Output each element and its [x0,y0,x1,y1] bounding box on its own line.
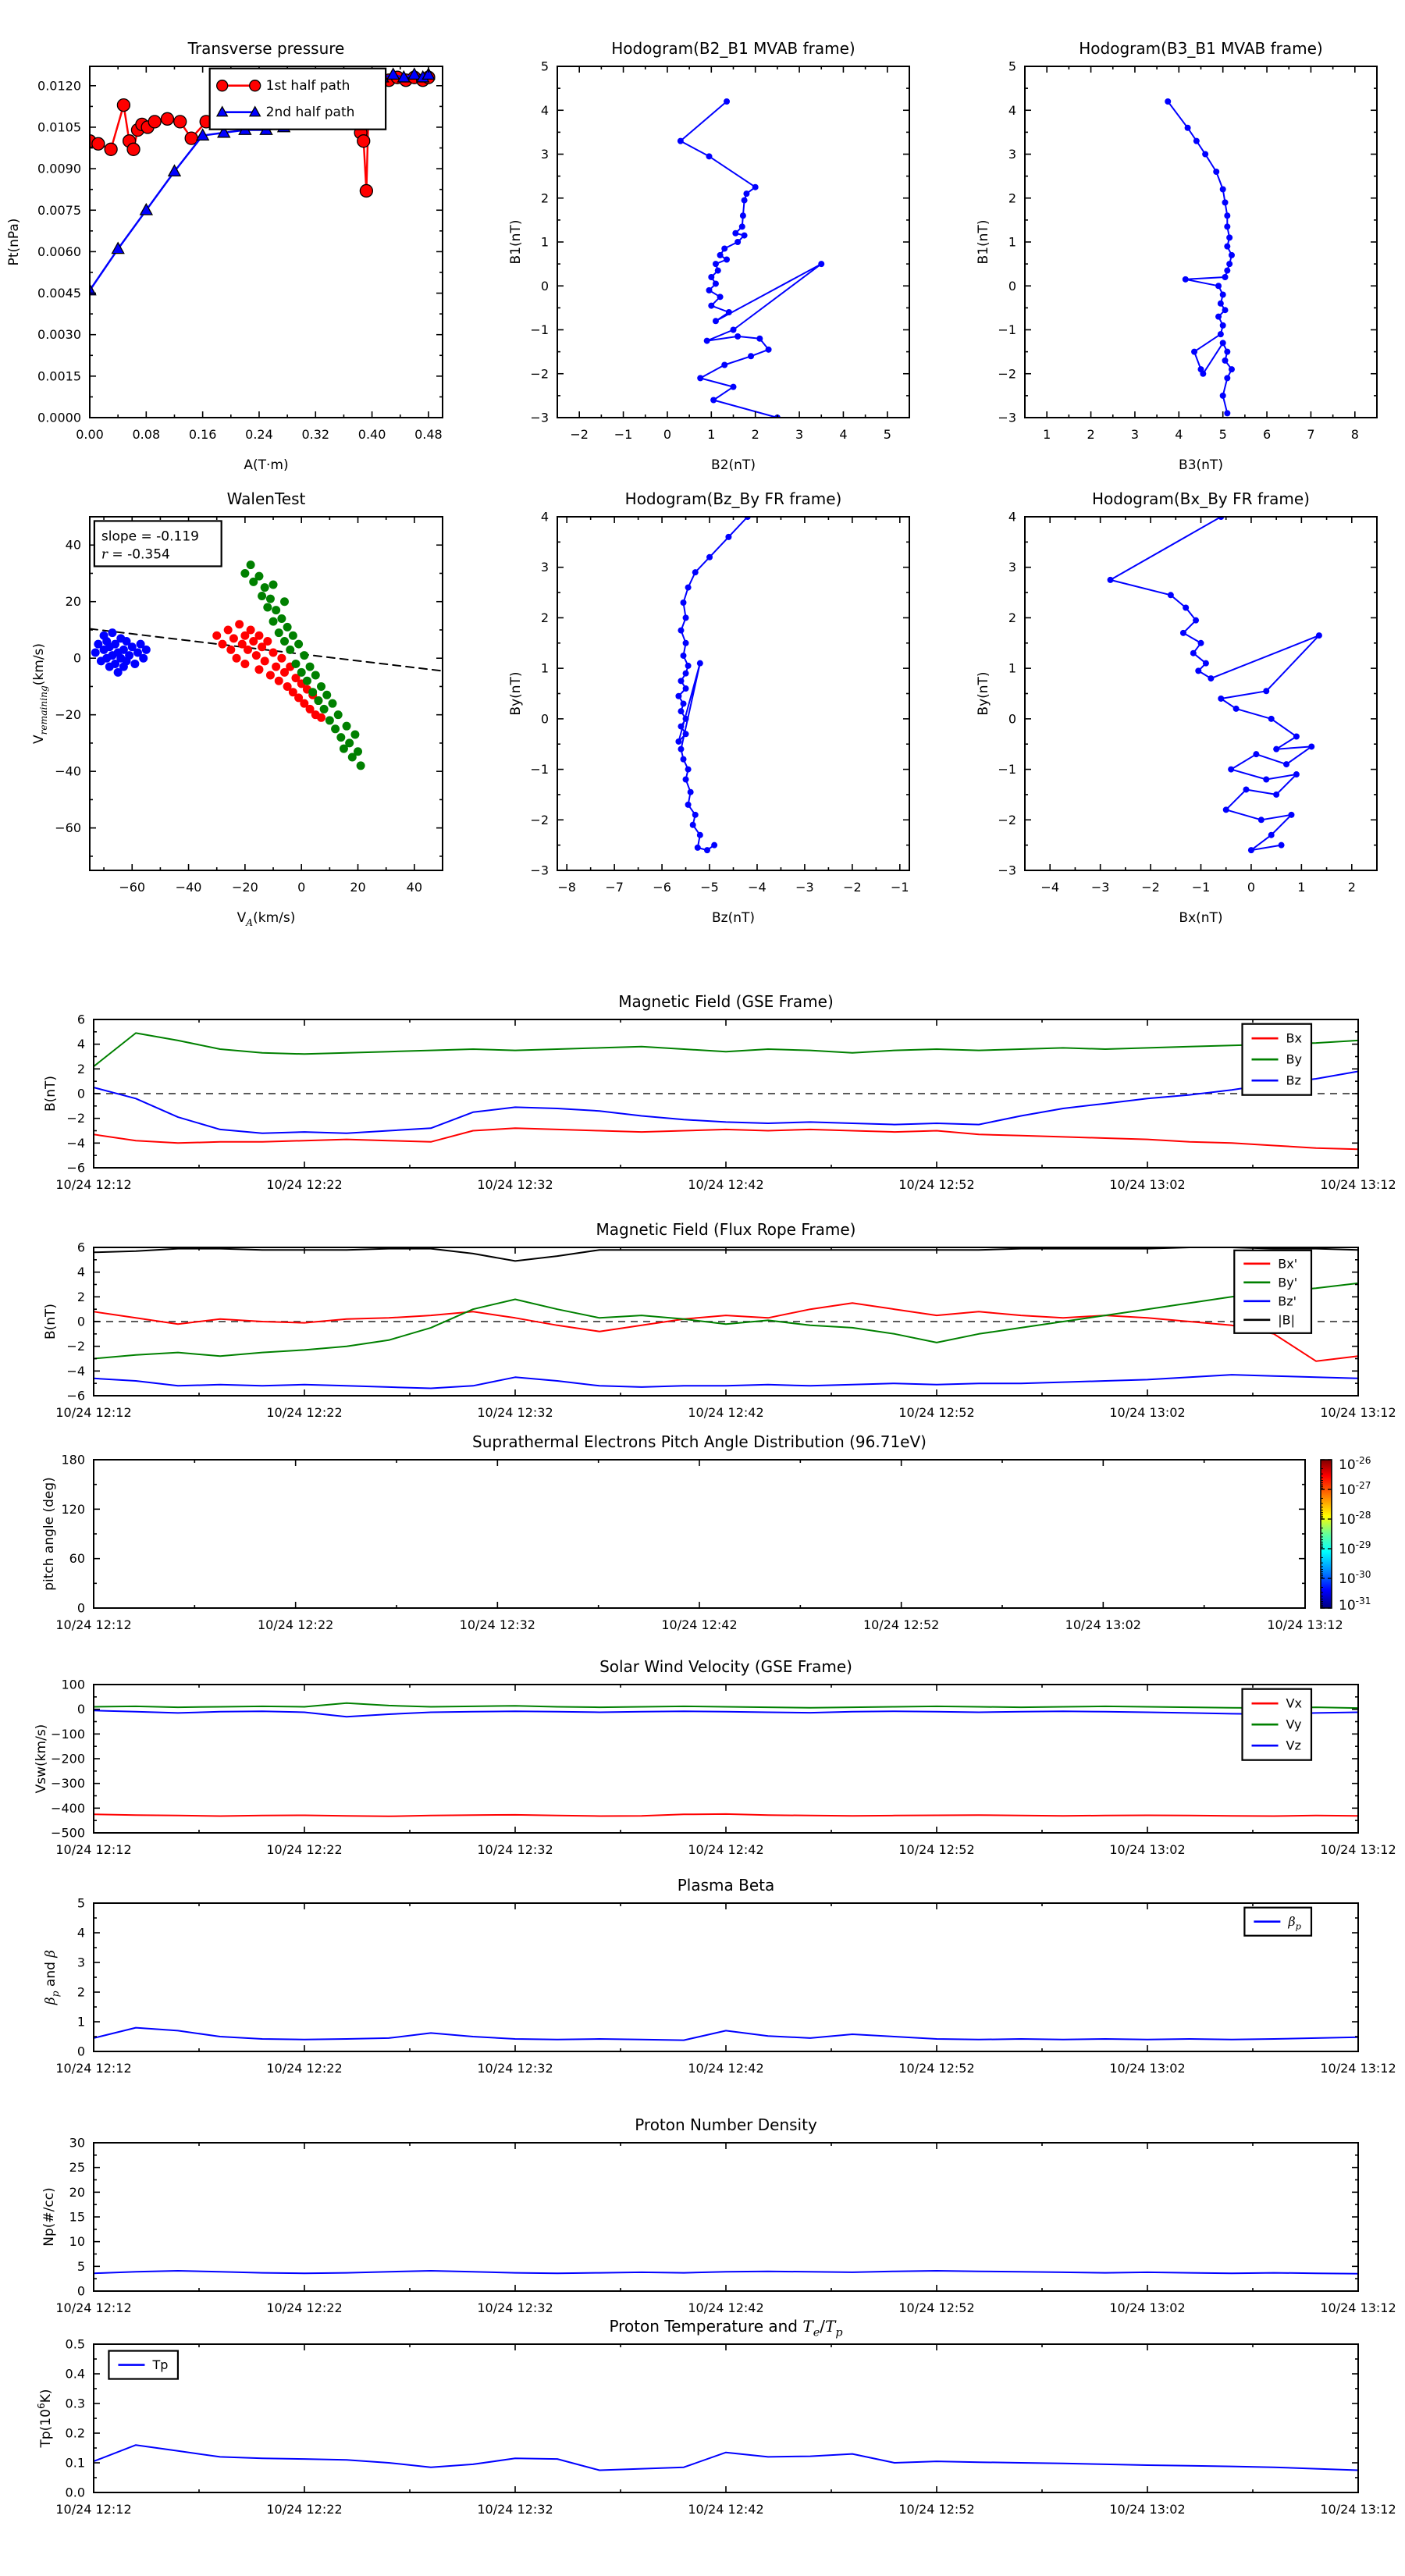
svg-text:0: 0 [540,711,549,727]
svg-text:1: 1 [707,427,716,442]
svg-text:|B|: |B| [1278,1312,1296,1328]
chart-title: Hodogram(Bx_By FR frame) [1091,489,1311,508]
plot-area [94,2445,1358,2470]
hodogram-bx-by-plot [976,489,1377,926]
svg-text:−2: −2 [66,1339,85,1354]
x-axis-label: B2(nT) [711,457,756,473]
svg-text:0.08: 0.08 [132,427,161,442]
svg-text:5: 5 [883,427,891,442]
svg-text:10/24 13:02: 10/24 13:02 [1109,2502,1186,2517]
chart-svg [908,462,1405,956]
svg-text:Bx: Bx [1286,1030,1302,1046]
svg-text:0.48: 0.48 [414,427,443,442]
svg-text:1: 1 [540,234,549,250]
svg-text:10/24 12:32: 10/24 12:32 [477,1842,553,1857]
svg-text:0: 0 [76,1086,85,1101]
svg-text:By': By' [1278,1275,1298,1290]
svg-text:0.0120: 0.0120 [37,78,81,94]
svg-text:−60: −60 [55,820,81,836]
svg-text:2: 2 [1008,190,1016,206]
svg-text:βp: $\beta_p$ [1288,1914,1302,1932]
svg-text:−40: −40 [175,880,202,895]
svg-text:10/24 13:12: 10/24 13:12 [1320,2061,1396,2076]
svg-text:Vy: Vy [1286,1717,1302,1732]
svg-text:10/24 12:42: 10/24 12:42 [688,1405,764,1420]
svg-text:10/24 12:32: 10/24 12:32 [477,2061,553,2076]
svg-text:−100: −100 [51,1726,85,1742]
svg-text:0.5: 0.5 [65,2336,85,2352]
svg-text:10/24 12:42: 10/24 12:42 [688,2502,764,2517]
plot-area [94,1247,1358,1389]
svg-text:10/24 13:12: 10/24 13:12 [1320,1405,1396,1420]
svg-text:−1: −1 [530,322,549,337]
svg-text:10/24 13:12: 10/24 13:12 [1320,1842,1396,1857]
svg-text:0.3: 0.3 [65,2396,85,2411]
svg-text:0.4: 0.4 [65,2366,85,2382]
plasma-beta-panel [43,1876,1396,2076]
svg-text:6: 6 [76,1240,85,1255]
svg-text:−2: −2 [530,366,549,382]
svg-text:1: 1 [1043,427,1051,442]
svg-text:120: 120 [61,1501,85,1517]
svg-text:slope = -0.119: slope = -0.119 [101,528,199,545]
svg-text:10/24 12:32: 10/24 12:32 [477,1177,553,1192]
svg-text:0.0045: 0.0045 [37,286,81,301]
svg-text:0.2: 0.2 [65,2425,85,2441]
svg-text:10/24 12:22: 10/24 12:22 [266,1842,343,1857]
legend [108,2351,177,2379]
legend [1244,1908,1311,1936]
proton-density-panel [41,2115,1396,2315]
solar-wind-velocity-panel [34,1657,1396,1857]
svg-text:−1: −1 [1191,880,1211,895]
svg-text:4: 4 [76,1037,85,1052]
svg-text:10/24 12:52: 10/24 12:52 [898,2061,975,2076]
svg-text:0: 0 [1008,711,1016,727]
svg-text:−3: −3 [530,410,549,425]
svg-text:0: 0 [540,278,549,294]
y-axis-label: Vsw(km/s) [34,1724,49,1794]
legend [1243,1689,1311,1760]
plot-area [678,98,824,421]
svg-text:−1: −1 [614,427,633,442]
svg-text:8: 8 [1350,427,1359,442]
svg-text:20: 20 [65,594,81,610]
y-axis-label: By(nT) [508,671,524,716]
svg-text:4: 4 [839,427,848,442]
plot-area [94,2271,1358,2274]
svg-text:4: 4 [1008,509,1016,525]
svg-text:10/24 12:42: 10/24 12:42 [661,1617,738,1632]
chart-title: Magnetic Field (GSE Frame) [618,992,834,1011]
svg-text:40: 40 [65,537,81,553]
svg-text:10/24 13:02: 10/24 13:02 [1065,1617,1141,1632]
svg-text:100: 100 [61,1677,85,1692]
svg-text:−3: −3 [998,863,1016,878]
svg-text:−60: −60 [119,880,146,895]
svg-text:0.1: 0.1 [65,2455,85,2471]
svg-text:0.0075: 0.0075 [37,202,81,218]
plot-area [94,1703,1358,1816]
legend [210,69,386,130]
svg-text:6: 6 [76,1012,85,1027]
svg-text:−20: −20 [231,880,258,895]
svg-text:10-30: $10^{-30}$ [1339,1569,1371,1587]
svg-text:10/24 12:52: 10/24 12:52 [898,2502,975,2517]
y-axis-label: pitch angle (deg) [41,1477,57,1591]
svg-text:r = -0.354: r = -0.354 [101,546,170,563]
svg-text:0.00: 0.00 [76,427,104,442]
plot-area [94,1030,1358,1149]
svg-text:180: 180 [61,1452,85,1468]
svg-text:10/24 12:52: 10/24 12:52 [863,1617,940,1632]
x-axis-label: $V_A(km/s)$ [237,910,296,928]
svg-text:10/24 13:12: 10/24 13:12 [1320,2502,1396,2517]
chart-title: Proton Temperature and $T_e/T_p$ [609,2317,843,2339]
svg-text:4: 4 [540,102,549,118]
svg-text:0.16: 0.16 [188,427,217,442]
svg-text:10/24 12:42: 10/24 12:42 [688,2061,764,2076]
svg-text:1: 1 [76,2014,85,2030]
colorbar-svg [1321,1455,1405,1624]
svg-text:7: 7 [1307,427,1315,442]
svg-text:2: 2 [540,190,549,206]
svg-text:−2: −2 [530,812,549,827]
plot-area [1108,514,1322,853]
svg-text:25: 25 [69,2160,85,2176]
svg-text:10/24 12:12: 10/24 12:12 [55,1405,132,1420]
svg-text:10/24 13:12: 10/24 13:12 [1320,2300,1396,2315]
svg-text:10/24 12:32: 10/24 12:32 [477,2502,553,2517]
svg-text:−3: −3 [530,863,549,878]
chart-title: Proton Number Density [635,2115,817,2134]
svg-text:10/24 13:02: 10/24 13:02 [1109,1842,1186,1857]
svg-text:−6: −6 [66,1160,85,1176]
svg-text:−500: −500 [51,1825,85,1841]
svg-text:5: 5 [76,1895,85,1911]
svg-text:10/24 12:12: 10/24 12:12 [55,2300,132,2315]
svg-text:−6: −6 [66,1388,85,1404]
svg-text:3: 3 [1130,427,1140,442]
chart-title: Suprathermal Electrons Pitch Angle Distribution (96.71eV) [472,1432,927,1451]
svg-text:10/24 12:22: 10/24 12:22 [258,1617,334,1632]
svg-text:−2: −2 [570,427,589,442]
svg-text:10-28: $10^{-28}$ [1339,1510,1371,1528]
svg-text:0.0000: 0.0000 [37,410,81,425]
svg-text:2: 2 [76,1061,85,1076]
svg-text:10/24 12:12: 10/24 12:12 [55,1842,132,1857]
x-axis-label: B3(nT) [1179,457,1223,473]
svg-text:1: 1 [1008,234,1016,250]
svg-text:10/24 12:42: 10/24 12:42 [688,1177,764,1192]
plot-area [94,2028,1358,2041]
svg-text:10/24 12:52: 10/24 12:52 [898,2300,975,2315]
y-axis-label: B(nT) [43,1075,59,1112]
svg-text:2nd half path: 2nd half path [265,105,355,121]
chart-svg [908,12,1405,503]
svg-text:−2: −2 [1141,880,1160,895]
svg-text:10/24 12:42: 10/24 12:42 [688,2300,764,2315]
svg-text:10/24 13:02: 10/24 13:02 [1109,2061,1186,2076]
hodogram-b3-b1-plot [976,39,1377,473]
svg-text:30: 30 [69,2135,85,2151]
svg-text:10/24 13:12: 10/24 13:12 [1267,1617,1343,1632]
svg-text:2: 2 [540,610,549,625]
svg-text:10/24 12:22: 10/24 12:22 [266,2061,343,2076]
svg-text:2: 2 [76,1289,85,1304]
svg-text:3: 3 [540,147,549,162]
svg-text:2: 2 [76,1984,85,2000]
svg-text:−4: −4 [66,1363,85,1379]
svg-text:1: 1 [1297,880,1306,895]
svg-text:−3: −3 [1090,880,1110,895]
svg-text:5: 5 [540,59,549,74]
chart-title: Solar Wind Velocity (GSE Frame) [599,1657,852,1676]
svg-text:2: 2 [751,427,759,442]
svg-text:0: 0 [76,2044,85,2059]
svg-text:4: 4 [76,1265,85,1280]
svg-text:2: 2 [1087,427,1095,442]
svg-text:−200: −200 [51,1751,85,1767]
svg-text:10/24 12:12: 10/24 12:12 [55,1617,132,1632]
x-axis-label: Bx(nT) [1179,910,1223,926]
legend [1243,1024,1311,1095]
svg-text:−1: −1 [530,762,549,777]
svg-text:0: 0 [73,650,81,666]
plot-area [675,514,750,853]
transverse-pressure-plot [6,39,443,473]
svg-text:−1: −1 [998,322,1016,337]
svg-text:−5: −5 [700,880,719,895]
svg-text:10/24 13:02: 10/24 13:02 [1109,1177,1186,1192]
svg-text:Vz: Vz [1286,1738,1301,1753]
magnetic-field-fr-panel [43,1220,1396,1420]
svg-text:0: 0 [297,880,306,895]
svg-text:3: 3 [76,1955,85,1970]
colorbar [1321,1455,1405,1616]
magnetic-field-gse-panel [43,992,1396,1192]
y-axis-label: B1(nT) [508,219,524,265]
svg-text:−2: −2 [998,366,1016,382]
svg-text:10/24 12:12: 10/24 12:12 [55,1177,132,1192]
svg-text:60: 60 [69,1551,85,1567]
svg-text:10/24 12:52: 10/24 12:52 [898,1177,975,1192]
y-axis-label: B1(nT) [976,219,991,265]
svg-text:−40: −40 [55,763,81,779]
svg-text:0: 0 [76,1702,85,1717]
svg-text:−1: −1 [891,880,909,895]
svg-text:10/24 12:32: 10/24 12:32 [477,2300,553,2315]
svg-text:10/24 12:22: 10/24 12:22 [266,2300,343,2315]
svg-text:3: 3 [795,427,804,442]
svg-text:0.0030: 0.0030 [37,327,81,343]
svg-text:0.0090: 0.0090 [37,161,81,176]
svg-text:10/24 12:22: 10/24 12:22 [266,2502,343,2517]
svg-text:10/24 12:52: 10/24 12:52 [898,1842,975,1857]
svg-text:−1: −1 [998,762,1016,777]
plot-area [90,560,443,770]
svg-text:Vx: Vx [1286,1695,1302,1711]
chart-title: Hodogram(B2_B1 MVAB frame) [611,39,855,58]
svg-text:10/24 13:12: 10/24 13:12 [1320,1177,1396,1192]
pitch-angle-panel [41,1432,1343,1632]
svg-text:10-31: $10^{-31}$ [1339,1596,1371,1614]
svg-text:−2: −2 [66,1111,85,1126]
svg-text:−4: −4 [66,1135,85,1151]
svg-text:10/24 12:12: 10/24 12:12 [55,2061,132,2076]
svg-text:10/24 12:22: 10/24 12:22 [266,1405,343,1420]
svg-text:3: 3 [1008,147,1016,162]
svg-text:−4: −4 [748,880,767,895]
svg-text:40: 40 [406,880,423,895]
chart-svg [0,2290,1405,2576]
svg-text:0: 0 [663,427,672,442]
svg-text:6: 6 [1262,427,1272,442]
hodogram-bz-by-plot [508,489,909,926]
svg-text:0: 0 [76,2283,85,2299]
chart-title: Plasma Beta [677,1876,775,1895]
chart-title: WalenTest [226,489,306,508]
y-axis-label: B(nT) [43,1303,59,1340]
svg-text:10/24 12:42: 10/24 12:42 [688,1842,764,1857]
svg-text:4: 4 [1008,102,1016,118]
svg-text:Bz: Bz [1286,1073,1301,1088]
y-axis-label: $\beta_p$ and β [43,1949,61,2005]
svg-text:0.0060: 0.0060 [37,244,81,259]
svg-text:By: By [1286,1051,1302,1067]
svg-text:−20: −20 [55,707,81,723]
plot-area [1165,98,1235,416]
svg-text:10: 10 [69,2234,85,2250]
x-axis-label: A(T·m) [244,457,289,473]
y-axis-label: $V_{remaining}(km/s)$ [31,642,49,745]
chart-title: Hodogram(B3_B1 MVAB frame) [1079,39,1323,58]
svg-text:0.40: 0.40 [357,427,386,442]
svg-text:15: 15 [69,2209,85,2225]
svg-text:10-26: $10^{-26}$ [1339,1455,1371,1473]
svg-text:−7: −7 [605,880,624,895]
svg-text:−4: −4 [1040,880,1060,895]
y-axis-label: By(nT) [976,671,991,716]
y-axis-label: $Tp(10^6K)$ [36,2389,54,2448]
chart-title: Magnetic Field (Flux Rope Frame) [596,1220,856,1239]
svg-text:10/24 13:02: 10/24 13:02 [1109,2300,1186,2315]
svg-text:0: 0 [1008,278,1016,294]
svg-text:5: 5 [1008,59,1016,74]
svg-text:−300: −300 [51,1776,85,1791]
svg-text:−3: −3 [795,880,814,895]
svg-text:0.24: 0.24 [245,427,273,442]
y-axis-label: Pt(nPa) [6,218,22,266]
svg-text:10/24 12:22: 10/24 12:22 [266,1177,343,1192]
svg-text:0: 0 [1247,880,1256,895]
svg-text:−400: −400 [51,1800,85,1816]
proton-temperature-panel [36,2317,1396,2517]
svg-text:5: 5 [76,2258,85,2274]
svg-text:Bz': Bz' [1278,1293,1297,1309]
svg-text:−3: −3 [998,410,1016,425]
svg-text:10/24 12:32: 10/24 12:32 [477,1405,553,1420]
svg-text:−6: −6 [653,880,671,895]
legend [1234,1251,1311,1333]
y-axis-label: Np(#/cc) [41,2187,57,2247]
svg-text:0: 0 [76,1314,85,1329]
svg-text:−2: −2 [998,812,1016,827]
chart-title: Hodogram(Bz_By FR frame) [624,489,842,508]
annotation-box [94,521,222,566]
svg-text:3: 3 [540,560,549,575]
svg-text:4: 4 [1175,427,1183,442]
svg-text:Bx': Bx' [1278,1256,1298,1272]
svg-text:20: 20 [350,880,366,895]
x-axis-label: Bz(nT) [711,910,756,926]
svg-text:10/24 12:12: 10/24 12:12 [55,2502,132,2517]
svg-text:0.0: 0.0 [65,2485,85,2500]
svg-text:−2: −2 [843,880,862,895]
svg-text:2: 2 [1347,880,1356,895]
svg-text:4: 4 [76,1925,85,1941]
svg-text:10/24 12:32: 10/24 12:32 [459,1617,535,1632]
svg-text:−8: −8 [557,880,576,895]
svg-text:1st half path: 1st half path [265,78,350,94]
svg-text:Tp: Tp [152,2357,169,2373]
svg-text:10-29: $10^{-29}$ [1339,1539,1371,1557]
svg-text:5: 5 [1218,427,1227,442]
svg-text:0.0015: 0.0015 [37,368,81,384]
svg-text:4: 4 [540,509,549,525]
svg-text:10/24 12:52: 10/24 12:52 [898,1405,975,1420]
svg-text:1: 1 [540,660,549,676]
svg-text:0.0105: 0.0105 [37,119,81,135]
svg-text:0: 0 [76,1600,85,1616]
svg-text:0.32: 0.32 [301,427,330,442]
walen-test-plot [31,489,443,928]
svg-text:10/24 13:02: 10/24 13:02 [1109,1405,1186,1420]
chart-title: Transverse pressure [187,39,345,58]
svg-text:1: 1 [1008,660,1016,676]
svg-text:2: 2 [1008,610,1016,625]
svg-text:3: 3 [1008,560,1016,575]
svg-text:20: 20 [69,2184,85,2200]
hodogram-b2-b1-plot [508,39,909,473]
svg-text:10-27: $10^{-27}$ [1339,1480,1371,1498]
